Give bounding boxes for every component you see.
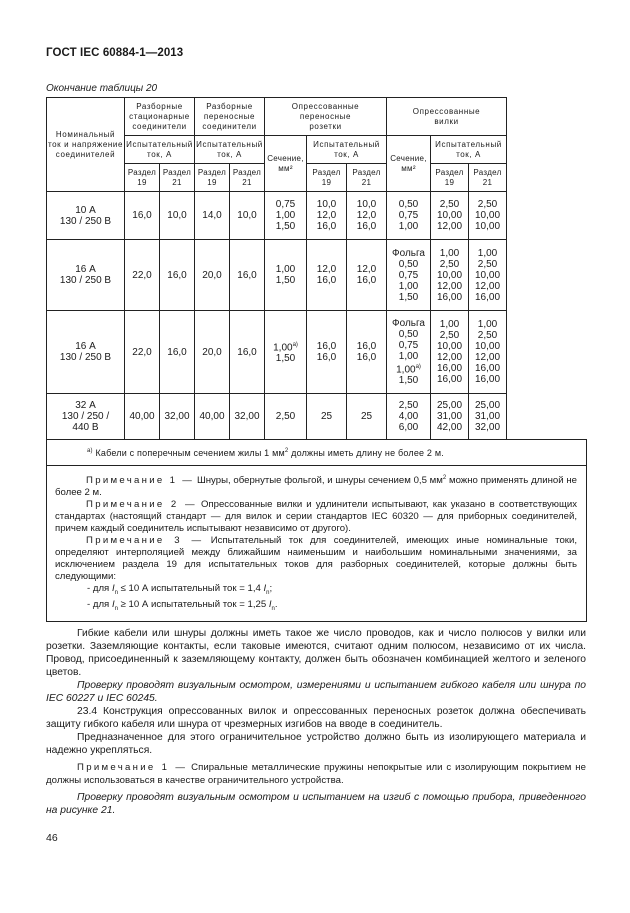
sec19-header: Раздел 19 — [195, 164, 230, 192]
paragraph: Проверку проводят визуальным осмотром и испытанием на изгиб с помощью прибора, приведенного на рисунке 21. — [46, 792, 586, 816]
nominal-cell: 16 А 130 / 250 В — [47, 311, 125, 394]
portable-sec21-cell: 10,0 — [230, 192, 265, 240]
sec19-header: Раздел 19 — [431, 164, 469, 192]
socket-sec19-cell: 25 — [307, 394, 347, 440]
sec21-header: Раздел 21 — [469, 164, 507, 192]
test-current-header: Испытательный ток, А — [195, 136, 265, 164]
stationary-sec19-cell: 22,0 — [125, 311, 160, 394]
note-3-item-2: - для $I_n \ge 10$ А испытательный ток = 1,25 $I_n$. — [87, 599, 278, 612]
notes-row — [47, 466, 587, 622]
socket-section-cell: 0,75 1,00 1,50 — [265, 192, 307, 240]
nominal-cell: 10 А 130 / 250 В — [47, 192, 125, 240]
table-row — [47, 311, 587, 394]
sec19-header: Раздел 19 — [125, 164, 160, 192]
plug-sec21-cell: 1,00 2,50 10,00 12,00 16,00 16,00 — [469, 311, 507, 394]
table-row — [47, 394, 587, 440]
sec19-header: Раздел 19 — [307, 164, 347, 192]
plug-sec21-cell: 25,00 31,00 32,00 — [469, 394, 507, 440]
plug-section-cell: 0,50 0,75 1,00 — [387, 192, 431, 240]
portable-sec19-cell: 20,0 — [195, 311, 230, 394]
socket-sec21-cell: 10,0 12,0 16,0 — [347, 192, 387, 240]
portable-sec21-cell: 16,0 — [230, 240, 265, 311]
paragraph: Предназначенное для этого ограничительное устройство должно быть из изолирующего материала и надежно укрепляться. — [46, 732, 586, 756]
plug-sec19-cell: 25,00 31,00 42,00 — [431, 394, 469, 440]
footnote-row — [47, 440, 587, 466]
paragraph: Проверку проводят визуальным осмотром, измерениями и испытанием гибкого кабеля или шнура по IEC 60227 и IEC 60245. — [46, 680, 586, 704]
nominal-cell: 16 А 130 / 250 В — [47, 240, 125, 311]
test-current-table — [46, 97, 587, 622]
sec21-header: Раздел 21 — [347, 164, 387, 192]
note-paragraph: Примечание 1 — Спиральные металлические пружины непокрытые или с изолирующим покрытием не должны использоваться в качестве ограничительного устройства. — [46, 762, 587, 786]
socket-section-cell: 2,50 — [265, 394, 307, 440]
test-current-header: Испытательный ток, А — [307, 136, 387, 164]
header-row-groups — [47, 98, 587, 136]
paragraph: Гибкие кабели или шнуры должны иметь такое же число проводов, как и число полюсов у вилки или розетки. Заземляющие контакты, если таковые имеются, считают одним полюсом, независимо от их числа. Провод, присоединенный к заземляющему контакту, должен быть обозначен комбинацией желтого и зеленого цветов. — [46, 628, 586, 678]
table-row — [47, 192, 587, 240]
group-header-stationary: Разборные стационарные соединители — [125, 98, 195, 136]
paragraph: 23.4 Конструкция опрессованных вилок и опрессованных переносных розеток должна обеспечивать защиту гибкого кабеля или шнура от чрезмерных изгибов на вводе в соединитель. — [46, 706, 586, 730]
portable-sec19-cell: 40,00 — [195, 394, 230, 440]
note-2: Примечание 2 — Опрессованные вилки и удлинители испытывают, как указано в соответствующих стандартах (настоящий стандарт — для вилок и серии стандартов IEC 60320 — для приборных соединителей, причем каждый соединитель испытывают независимо от другого). — [55, 499, 578, 535]
test-current-header: Испытательный ток, А — [125, 136, 195, 164]
group-header-portable: Разборные переносные соединители — [195, 98, 265, 136]
plug-section-cell: Фольга 0,50 0,75 1,00 1,50 — [387, 240, 431, 311]
stationary-sec19-cell: 40,00 — [125, 394, 160, 440]
portable-sec21-cell: 32,00 — [230, 394, 265, 440]
stationary-sec21-cell: 16,0 — [160, 311, 195, 394]
plug-section-cell: 2,50 4,00 6,00 — [387, 394, 431, 440]
portable-sec21-cell: 16,0 — [230, 311, 265, 394]
header-row-test-current — [47, 136, 587, 164]
section-header: Сечение, мм² — [387, 136, 431, 192]
plug-sec19-cell: 1,00 2,50 10,00 12,00 16,00 16,00 — [431, 311, 469, 394]
socket-sec19-cell: 16,0 16,0 — [307, 311, 347, 394]
section-header: Сечение, мм² — [265, 136, 307, 192]
plug-sec19-cell: 2,50 10,00 12,00 — [431, 192, 469, 240]
group-header-pressed-plugs: Опрессованные вилки — [387, 98, 507, 136]
sec21-header: Раздел 21 — [230, 164, 265, 192]
socket-section-cell: 1,00 1,50 — [265, 240, 307, 311]
socket-sec19-cell: 12,0 16,0 — [307, 240, 347, 311]
socket-sec21-cell: 12,0 16,0 — [347, 240, 387, 311]
note-3: Примечание 3 — Испытательный ток для соединителей, имеющих иные номинальные токи, определяют интерполяцией между ближайшим наименьшим и наибольшим номинальными значениями, за исключением раздела 19 для испытательных токов для разборных соединителей, которые должны быть следующими: — [55, 535, 578, 583]
note-3-item-1: - для $I_n \le 10$ А испытательный ток = 1,4 $I_n$; — [87, 583, 273, 597]
table-caption: Окончание таблицы 20 — [46, 83, 158, 94]
plug-section-cell: Фольга 0,50 0,75 1,00 1,00$^{a)}$ 1,50 — [387, 311, 431, 394]
stationary-sec21-cell: 10,0 — [160, 192, 195, 240]
page-number: 46 — [46, 832, 58, 844]
plug-sec21-cell: 1,00 2,50 10,00 12,00 16,00 — [469, 240, 507, 311]
document-header: ГОСТ IEC 60884-1—2013 — [46, 47, 184, 59]
portable-sec19-cell: 20,0 — [195, 240, 230, 311]
table-footnote: $^{а)}$ Кабели с поперечным сечением жилы 1 $мм^2$ должны иметь длину не более 2 м. — [47, 440, 587, 466]
portable-sec19-cell: 14,0 — [195, 192, 230, 240]
sec21-header: Раздел 21 — [160, 164, 195, 192]
body-text — [46, 627, 586, 817]
stationary-sec21-cell: 16,0 — [160, 240, 195, 311]
test-current-header: Испытательный ток, А — [431, 136, 507, 164]
table-notes — [47, 466, 587, 622]
stationary-sec19-cell: 16,0 — [125, 192, 160, 240]
stationary-sec19-cell: 22,0 — [125, 240, 160, 311]
plug-sec19-cell: 1,00 2,50 10,00 12,00 16,00 — [431, 240, 469, 311]
header-row-sections — [47, 164, 587, 192]
col-header-nominal: Номинальный ток и напряжение соединителей — [47, 98, 125, 192]
group-header-pressed-sockets: Опрессованные переносные розетки — [265, 98, 387, 136]
nominal-cell: 32 А 130 / 250 / 440 В — [47, 394, 125, 440]
plug-sec21-cell: 2,50 10,00 10,00 — [469, 192, 507, 240]
socket-sec21-cell: 16,0 16,0 — [347, 311, 387, 394]
stationary-sec21-cell: 32,00 — [160, 394, 195, 440]
socket-sec19-cell: 10,0 12,0 16,0 — [307, 192, 347, 240]
note-1: Примечание 1 — Шнуры, обернутые фольгой, и шнуры сечением 0,5 $мм^2$ можно применять длиной не более 2 м. — [55, 475, 578, 499]
socket-section-cell: 1,00$^{a)}$ 1,50 — [265, 311, 307, 394]
table-row — [47, 240, 587, 311]
socket-sec21-cell: 25 — [347, 394, 387, 440]
